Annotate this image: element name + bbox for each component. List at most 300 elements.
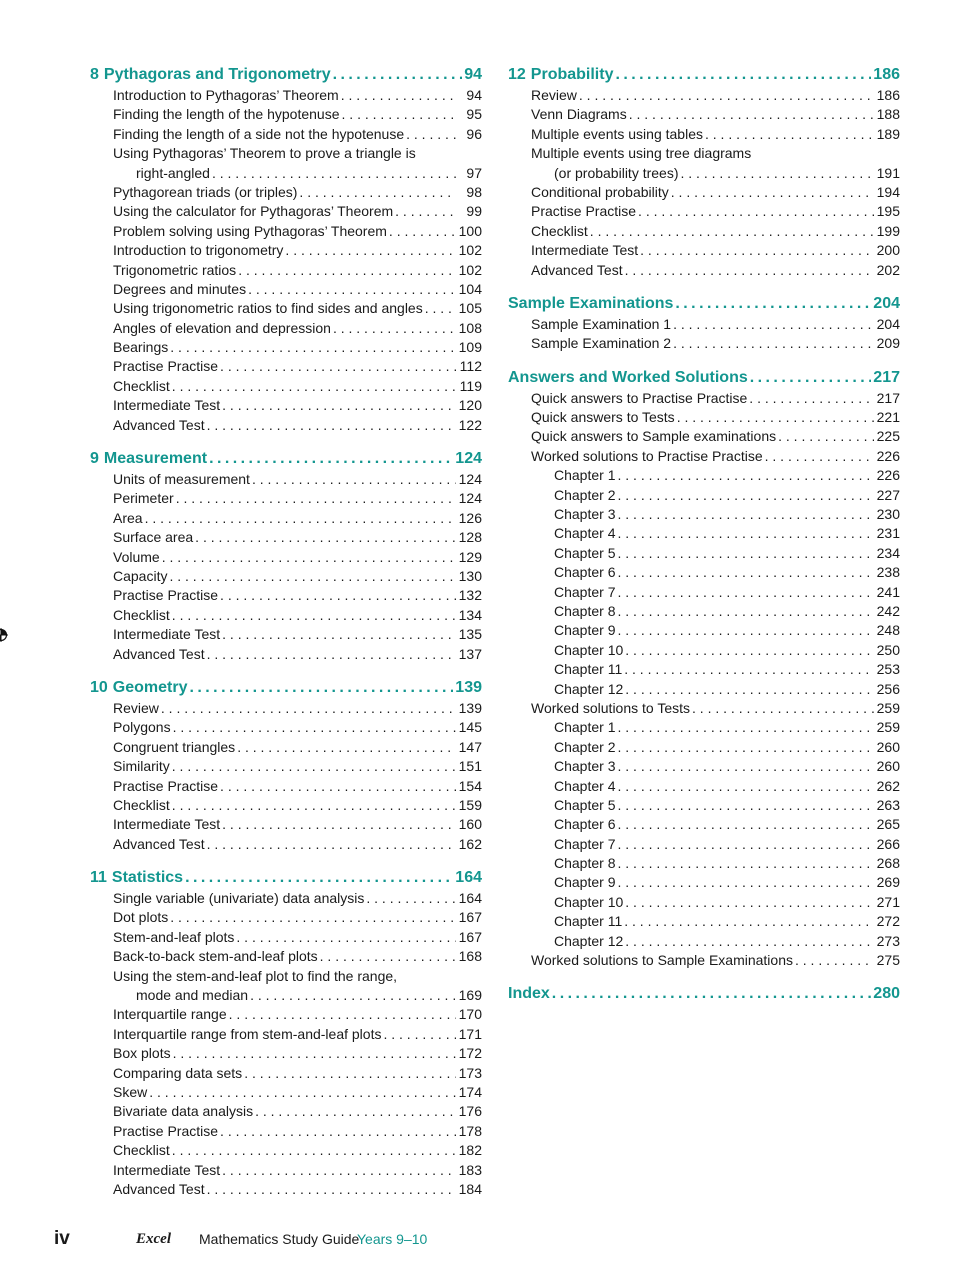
- entry-title: Interquartile range: [113, 1006, 227, 1023]
- entry-title: Comparing data sets: [113, 1064, 243, 1081]
- dot-leader: [617, 718, 874, 737]
- toc-subentry[interactable]: [508, 912, 900, 931]
- dot-leader: [172, 606, 456, 625]
- toc-entry[interactable]: [90, 1141, 482, 1160]
- dot-leader: [617, 854, 874, 873]
- entry-page: 176: [458, 1103, 482, 1120]
- toc-entry[interactable]: [508, 447, 900, 466]
- entry-title: Skew: [113, 1083, 148, 1100]
- entry-title-continued: right-angled: [136, 164, 210, 181]
- entry-page: 189: [876, 125, 900, 142]
- entry-title-continued: mode and median: [136, 987, 249, 1004]
- entry-page: 191: [876, 164, 900, 181]
- toc-entry[interactable]: [90, 470, 482, 489]
- dot-leader: [677, 408, 874, 427]
- entry-title: Chapter 10: [554, 641, 624, 658]
- registration-mark-icon: [0, 628, 8, 642]
- dot-leader: [383, 1025, 456, 1044]
- guide-years: Years 9–10: [357, 1231, 428, 1247]
- entry-title: Finding the length of a side not the hypotenuse: [113, 125, 405, 142]
- entry-title: Advanced Test: [113, 1180, 205, 1197]
- section-title: Geometry: [112, 678, 188, 696]
- toc-subentry[interactable]: [508, 835, 900, 854]
- toc-entry[interactable]: [90, 548, 482, 567]
- section-heading[interactable]: [90, 64, 482, 86]
- toc-entry[interactable]: [90, 183, 482, 202]
- toc-right-column: [508, 64, 900, 1018]
- dot-leader: [250, 986, 456, 1005]
- dot-leader: [207, 645, 456, 664]
- toc-entry[interactable]: [90, 567, 482, 586]
- entry-title: Intermediate Test: [113, 397, 221, 414]
- toc-entry[interactable]: [90, 796, 482, 815]
- entry-page: 174: [458, 1083, 482, 1100]
- toc-subentry[interactable]: [508, 796, 900, 815]
- toc-entry[interactable]: [90, 357, 482, 376]
- toc-entry[interactable]: [508, 334, 900, 353]
- section-heading[interactable]: [90, 448, 482, 470]
- dot-leader: [579, 86, 874, 105]
- dot-leader: [625, 932, 874, 951]
- entry-title: Advanced Test: [113, 645, 205, 662]
- entry-page: 119: [459, 377, 482, 394]
- dot-leader: [195, 528, 456, 547]
- toc-entry[interactable]: [90, 377, 482, 396]
- dot-leader: [590, 222, 874, 241]
- section-heading[interactable]: [508, 983, 900, 1005]
- dot-leader: [750, 367, 872, 389]
- entry-page: 128: [458, 529, 482, 546]
- toc-subentry[interactable]: [508, 563, 900, 582]
- section-title: Statistics: [111, 869, 184, 887]
- entry-page: 162: [458, 835, 482, 852]
- toc-entry[interactable]: [90, 202, 482, 221]
- toc-subentry[interactable]: [508, 873, 900, 892]
- entry-title: Chapter 3: [554, 758, 616, 775]
- entry-page: 159: [458, 796, 482, 813]
- entry-title: Volume: [113, 548, 160, 565]
- entry-title: Using the calculator for Pythagoras’ Theorem: [113, 203, 394, 220]
- toc-entry[interactable]: [508, 222, 900, 241]
- toc-entry[interactable]: [90, 835, 482, 854]
- dot-leader: [342, 105, 456, 124]
- dot-leader: [172, 377, 456, 396]
- dot-leader: [638, 202, 874, 221]
- toc-entry[interactable]: [90, 396, 482, 415]
- entry-title: Chapter 1: [554, 467, 616, 484]
- section-heading[interactable]: [508, 64, 900, 86]
- entry-page: 188: [876, 106, 900, 123]
- toc-subentry[interactable]: [508, 738, 900, 757]
- toc-entry[interactable]: [90, 1025, 482, 1044]
- dot-leader: [222, 1161, 456, 1180]
- dot-leader: [617, 815, 874, 834]
- toc-section: [90, 677, 482, 854]
- toc-entry[interactable]: [508, 408, 900, 427]
- entry-page: 225: [876, 428, 900, 445]
- section-heading[interactable]: [90, 867, 482, 889]
- entry-page: 124: [458, 471, 482, 488]
- dot-leader: [624, 660, 874, 679]
- toc-entry[interactable]: [508, 105, 900, 124]
- entry-title: Bivariate data analysis: [113, 1103, 254, 1120]
- toc-entry[interactable]: [90, 738, 482, 757]
- toc-entry[interactable]: [90, 889, 482, 908]
- entry-title: Chapter 10: [554, 893, 624, 910]
- entry-title: Chapter 12: [554, 680, 624, 697]
- dot-leader: [629, 105, 874, 124]
- guide-title: Mathematics Study Guide: [199, 1231, 360, 1247]
- dot-leader: [212, 164, 456, 183]
- dot-leader: [170, 908, 456, 927]
- entry-title: Chapter 4: [554, 525, 616, 542]
- entry-title: Dot plots: [113, 909, 169, 926]
- toc-entry[interactable]: [90, 606, 482, 625]
- entry-title: Intermediate Test: [113, 816, 221, 833]
- section-title: Measurement: [103, 450, 208, 468]
- entry-title: Pythagorean triads (or triples): [113, 183, 298, 200]
- section-title: Pythagoras and Trigonometry: [103, 66, 331, 83]
- dot-leader: [172, 757, 456, 776]
- toc-subentry[interactable]: [508, 486, 900, 505]
- toc-entry[interactable]: [90, 261, 482, 280]
- entry-page: 230: [876, 506, 900, 523]
- entry-page: 256: [876, 680, 900, 697]
- dot-leader: [749, 389, 874, 408]
- dot-leader: [617, 738, 874, 757]
- toc-entry[interactable]: [90, 645, 482, 664]
- entry-page: 98: [466, 183, 482, 200]
- entry-title: Practise Practise: [113, 358, 219, 375]
- entry-page: 169: [458, 987, 482, 1004]
- entry-page: 272: [876, 913, 900, 930]
- entry-title-continued: (or probability trees): [554, 164, 679, 181]
- section-title: Probability: [530, 66, 614, 83]
- entry-title: Chapter 11: [554, 913, 623, 930]
- entry-page: 231: [876, 525, 900, 542]
- dot-leader: [765, 447, 874, 466]
- toc-subentry[interactable]: [508, 893, 900, 912]
- toc-entry[interactable]: [90, 625, 482, 644]
- dot-leader: [244, 1064, 456, 1083]
- entry-page: 226: [876, 447, 900, 464]
- section-page: 139: [455, 678, 482, 696]
- entry-title: Multiple events using tables: [531, 125, 703, 142]
- entry-continuation-line: [113, 986, 482, 1005]
- entry-page: 102: [458, 261, 482, 278]
- dot-leader: [624, 912, 874, 931]
- toc-entry[interactable]: [90, 299, 482, 318]
- toc-entry[interactable]: [508, 261, 900, 280]
- dot-leader: [617, 757, 874, 776]
- dot-leader: [617, 505, 874, 524]
- toc-entry[interactable]: [90, 416, 482, 435]
- toc-entry[interactable]: [508, 202, 900, 221]
- dot-leader: [220, 357, 456, 376]
- toc-entry[interactable]: [90, 947, 482, 966]
- dot-leader: [692, 699, 874, 718]
- dot-leader: [406, 125, 456, 144]
- entry-page: 132: [458, 587, 482, 604]
- toc-entry[interactable]: [90, 338, 482, 357]
- entry-page: 184: [458, 1180, 482, 1197]
- chapter-number: 8: [90, 66, 99, 83]
- entry-page: 126: [458, 509, 482, 526]
- dot-leader: [625, 680, 874, 699]
- toc-section: [90, 448, 482, 664]
- entry-page: 105: [458, 300, 482, 317]
- entry-page: 194: [876, 183, 900, 200]
- toc-entry[interactable]: [508, 315, 900, 334]
- entry-page: 135: [458, 626, 482, 643]
- dot-leader: [229, 1005, 456, 1024]
- toc-entry[interactable]: [508, 951, 900, 970]
- chapter-number: 9: [90, 450, 99, 468]
- toc-entry[interactable]: [90, 222, 482, 241]
- dot-leader: [617, 796, 874, 815]
- entry-page: 259: [876, 699, 900, 716]
- entry-title: Chapter 8: [554, 855, 616, 872]
- entry-title: Chapter 8: [554, 602, 616, 619]
- toc-entry[interactable]: [508, 241, 900, 260]
- toc-subentry[interactable]: [508, 660, 900, 679]
- toc-subentry[interactable]: [508, 815, 900, 834]
- entry-title: Checklist: [113, 606, 170, 623]
- entry-title: Trigonometric ratios: [113, 261, 237, 278]
- dot-leader: [617, 466, 874, 485]
- entry-title: Advanced Test: [113, 835, 205, 852]
- entry-title: Intermediate Test: [531, 242, 639, 259]
- entry-page: 124: [458, 490, 482, 507]
- dot-leader: [149, 1083, 456, 1102]
- toc-entry[interactable]: [90, 125, 482, 144]
- entry-title: Problem solving using Pythagoras’ Theorem: [113, 222, 387, 239]
- toc-entry[interactable]: [90, 928, 482, 947]
- toc-subentry[interactable]: [508, 583, 900, 602]
- section-heading[interactable]: [90, 677, 482, 699]
- dot-leader: [617, 777, 874, 796]
- entry-title: Chapter 2: [554, 486, 616, 503]
- entry-title: Conditional probability: [531, 183, 669, 200]
- toc-section: [90, 867, 482, 1199]
- toc-subentry[interactable]: [508, 854, 900, 873]
- entry-title: Checklist: [113, 377, 170, 394]
- entry-page: 262: [876, 777, 900, 794]
- toc-entry[interactable]: [90, 586, 482, 605]
- entry-page: 259: [876, 719, 900, 736]
- entry-title: Capacity: [113, 567, 168, 584]
- toc-entry[interactable]: [90, 1005, 482, 1024]
- entry-page: 209: [876, 335, 900, 352]
- toc-entry[interactable]: [90, 908, 482, 927]
- entry-page: 104: [458, 280, 482, 297]
- toc-entry[interactable]: [90, 489, 482, 508]
- entry-title: Checklist: [531, 222, 588, 239]
- section-heading[interactable]: [508, 293, 900, 315]
- toc-entry[interactable]: [508, 125, 900, 144]
- toc-entry[interactable]: [90, 1122, 482, 1141]
- dot-leader: [248, 280, 456, 299]
- entry-page: 226: [876, 467, 900, 484]
- toc-subentry[interactable]: [508, 466, 900, 485]
- entry-title: Using Pythagoras’ Theorem to prove a triangle is: [113, 145, 416, 162]
- entry-title: Chapter 2: [554, 738, 616, 755]
- entry-title: Review: [113, 699, 159, 716]
- dot-leader: [625, 641, 874, 660]
- dot-leader: [615, 64, 871, 86]
- toc-entry[interactable]: [90, 1044, 482, 1063]
- dot-leader: [169, 567, 456, 586]
- toc-entry[interactable]: [508, 699, 900, 718]
- dot-leader: [172, 1141, 456, 1160]
- dot-leader: [673, 334, 874, 353]
- entry-page: 178: [458, 1122, 482, 1139]
- entry-page: 241: [876, 583, 900, 600]
- section-page: 124: [455, 450, 482, 468]
- dot-leader: [220, 777, 456, 796]
- dot-leader: [145, 509, 456, 528]
- entry-title: Review: [531, 87, 577, 103]
- dot-leader: [238, 261, 456, 280]
- toc-subentry[interactable]: [508, 505, 900, 524]
- toc-entry[interactable]: [90, 528, 482, 547]
- dot-leader: [795, 951, 874, 970]
- entry-page: 268: [876, 855, 900, 872]
- entry-page: 271: [876, 893, 900, 910]
- entry-title: Sample Examination 1: [531, 315, 672, 332]
- dot-leader: [236, 928, 456, 947]
- toc-entry[interactable]: [90, 241, 482, 260]
- section-page: 94: [464, 66, 482, 83]
- toc-entry[interactable]: [90, 144, 482, 183]
- entry-page: 199: [876, 222, 900, 239]
- dot-leader: [162, 548, 456, 567]
- toc-entry[interactable]: [90, 1161, 482, 1180]
- entry-page: 99: [466, 203, 482, 220]
- dot-leader: [671, 183, 874, 202]
- entry-page: 248: [876, 622, 900, 639]
- entry-title: Chapter 3: [554, 506, 616, 523]
- dot-leader: [207, 835, 456, 854]
- dot-leader: [252, 470, 456, 489]
- dot-leader: [185, 867, 453, 889]
- toc-entry[interactable]: [90, 815, 482, 834]
- toc-subentry[interactable]: [508, 524, 900, 543]
- dot-leader: [395, 202, 456, 221]
- entry-page: 171: [458, 1025, 482, 1042]
- toc-entry[interactable]: [508, 389, 900, 408]
- entry-page: 130: [458, 567, 482, 584]
- entry-title: Sample Examination 2: [531, 335, 672, 352]
- entry-page: 97: [466, 164, 482, 181]
- toc-subentry[interactable]: [508, 602, 900, 621]
- toc-entry[interactable]: [90, 509, 482, 528]
- toc-entry[interactable]: [90, 1083, 482, 1102]
- dot-leader: [207, 1180, 456, 1199]
- dot-leader: [425, 299, 456, 318]
- toc-entry[interactable]: [508, 144, 900, 183]
- entry-page: 263: [876, 796, 900, 813]
- dot-leader: [617, 524, 874, 543]
- entry-title: Checklist: [113, 796, 170, 813]
- entry-title: Interquartile range from stem-and-leaf plots: [113, 1025, 382, 1042]
- entry-page: 167: [458, 928, 482, 945]
- entry-title: Back-to-back stem-and-leaf plots: [113, 948, 318, 965]
- dot-leader: [173, 718, 456, 737]
- dot-leader: [552, 983, 872, 1005]
- entry-page: 182: [458, 1142, 482, 1159]
- entry-title: Advanced Test: [113, 416, 205, 433]
- toc-entry[interactable]: [90, 699, 482, 718]
- dot-leader: [333, 319, 456, 338]
- section-heading[interactable]: [508, 367, 900, 389]
- section-title: Sample Examinations: [508, 294, 674, 312]
- toc-subentry[interactable]: [508, 680, 900, 699]
- toc-entry[interactable]: [90, 1064, 482, 1083]
- toc-entry[interactable]: [508, 427, 900, 446]
- toc-subentry[interactable]: [508, 544, 900, 563]
- page-footer: [54, 1228, 654, 1252]
- toc-subentry[interactable]: [508, 718, 900, 737]
- toc-entry[interactable]: [90, 1180, 482, 1199]
- toc-entry[interactable]: [90, 718, 482, 737]
- toc-subentry[interactable]: [508, 641, 900, 660]
- entry-page: 204: [876, 315, 900, 332]
- toc-section: [508, 64, 900, 280]
- entry-page: 108: [458, 319, 482, 336]
- toc-entry[interactable]: [508, 183, 900, 202]
- toc-subentry[interactable]: [508, 757, 900, 776]
- entry-title: Chapter 9: [554, 874, 616, 891]
- toc-entry[interactable]: [90, 86, 482, 105]
- toc-entry[interactable]: [90, 280, 482, 299]
- entry-page: 109: [458, 339, 482, 356]
- entry-title: Angles of elevation and depression: [113, 319, 331, 336]
- entry-page: 200: [876, 242, 900, 259]
- toc-subentry[interactable]: [508, 932, 900, 951]
- dot-leader: [222, 815, 456, 834]
- entry-title: Intermediate Test: [113, 626, 221, 643]
- entry-page: 234: [876, 544, 900, 561]
- toc-subentry[interactable]: [508, 777, 900, 796]
- section-page: 186: [873, 66, 900, 83]
- brand-name: Excel: [136, 1231, 171, 1247]
- toc-entry[interactable]: [508, 86, 900, 105]
- entry-page: 134: [458, 606, 482, 623]
- toc-entry[interactable]: [90, 777, 482, 796]
- entry-title: Worked solutions to Tests: [531, 699, 691, 716]
- toc-entry[interactable]: [90, 319, 482, 338]
- toc-left-column: [90, 64, 482, 1212]
- toc-entry[interactable]: [90, 105, 482, 124]
- section-page: 280: [873, 985, 900, 1003]
- toc-entry[interactable]: [90, 1102, 482, 1121]
- entry-title: Worked solutions to Sample Examinations: [531, 952, 793, 969]
- entry-title: Chapter 6: [554, 816, 616, 833]
- entry-page: 195: [876, 203, 900, 220]
- dot-leader: [176, 489, 456, 508]
- toc-subentry[interactable]: [508, 621, 900, 640]
- toc-entry[interactable]: [90, 757, 482, 776]
- entry-page: 170: [458, 1006, 482, 1023]
- entry-page: 275: [876, 952, 900, 969]
- entry-page: 238: [876, 564, 900, 581]
- toc-entry[interactable]: [90, 967, 482, 1006]
- entry-title: Quick answers to Practise Practise: [531, 389, 748, 406]
- entry-title: Introduction to Pythagoras’ Theorem: [113, 87, 339, 103]
- entry-page: 266: [876, 835, 900, 852]
- chapter-number: 11: [90, 869, 107, 887]
